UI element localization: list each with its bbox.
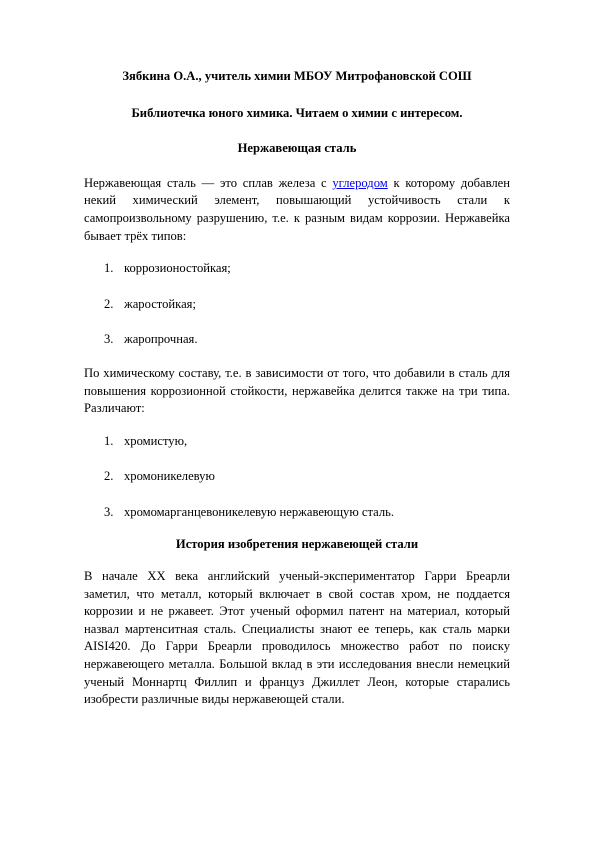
composition-paragraph: По химическому составу, т.е. в зависимости от того, что добавили в сталь для повышения коррозионной стойкости, нержавейка делится также на три типа. Различают: — [84, 365, 510, 416]
page-title: Нержавеющая сталь — [237, 141, 357, 156]
document-page — [84, 68, 510, 709]
list-item-text: хромомарганцевоникелевую нержавеющую сталь. — [124, 504, 395, 519]
list-item-number: 1. — [104, 433, 114, 448]
list-item — [84, 296, 510, 314]
list-item — [84, 331, 510, 349]
list-item-text: жаропрочная. — [124, 332, 198, 347]
intro-text-end: к которому добавлен некий химический элемент, повышающий устойчивость стали к самопроизвольному разрушению, т.е. к разным видам коррозии. Нержавейка бывает трёх типов: — [84, 175, 511, 243]
steel-types-list — [84, 260, 510, 349]
list-item-number: 2. — [104, 469, 114, 484]
list-item-text: хромоникелевую — [124, 469, 215, 484]
author-line: Зябкина О.А., учитель химии МБОУ Митрофановской СОШ — [122, 69, 472, 83]
list-item-text: хромистую, — [124, 433, 188, 448]
list-item-number: 3. — [104, 332, 114, 347]
list-item-number: 1. — [104, 261, 114, 276]
list-item-number: 2. — [104, 296, 114, 311]
list-item-text: коррозионостойкая; — [124, 261, 231, 276]
list-item — [84, 504, 510, 522]
list-item-text: жаростойкая; — [124, 296, 196, 311]
subtitle-line: Библиотечка юного химика. Читаем о химии с интересом. — [131, 105, 463, 120]
list-item — [84, 433, 510, 451]
list-item — [84, 468, 510, 486]
intro-paragraph — [84, 175, 510, 245]
intro-text-start: Нержавеющая сталь — это сплав железа с — [84, 175, 333, 190]
history-paragraph: В начале XX века английский ученый-экспериментатор Гарри Бреарли заметил, что металл, который включает в свой состав хром, не поддается коррозии и не ржавеет. Этот ученый оформил патент на материал, который назвал мартенситная сталь. Специалисты знают ее теперь, как сталь марки AISI420. До Гарри Бреарли проводилось множество работ по поиску нержавеющего металла. Большой вклад в эти исследования внесли немецкий ученый Моннартц Филлип и француз Джиллет Леон, которые старались изобрести различные виды нержавеющей стали. — [84, 569, 510, 707]
composition-types-list — [84, 433, 510, 522]
history-heading: История изобретения нержавеющей стали — [175, 536, 419, 551]
carbon-link[interactable]: углеродом — [332, 175, 388, 190]
list-item — [84, 260, 510, 278]
list-item-number: 3. — [104, 504, 114, 519]
